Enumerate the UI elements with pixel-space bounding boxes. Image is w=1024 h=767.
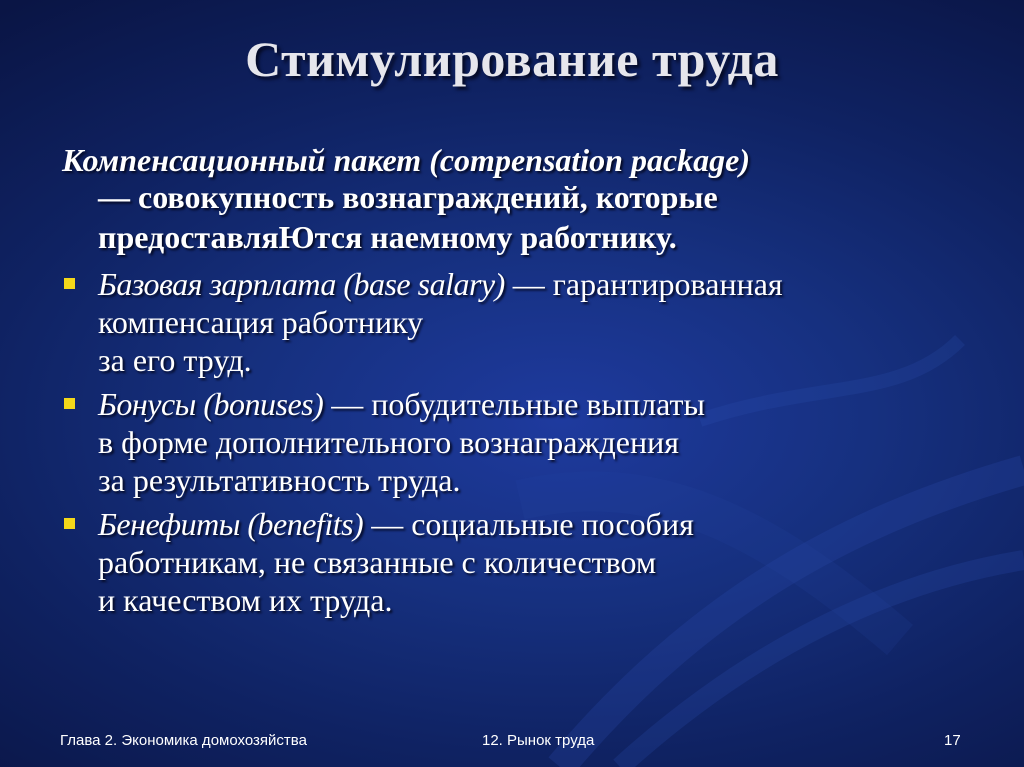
bullet-line: за его труд.	[98, 342, 252, 378]
bullet-benefits	[62, 505, 962, 619]
intro-term: Компенсационный пакет (compensation package)	[62, 142, 751, 178]
slide-content	[62, 140, 962, 625]
footer-section: 12. Рынок труда	[482, 732, 595, 749]
square-bullet-icon	[64, 398, 75, 409]
bullet-term: Базовая зарплата (base salary)	[98, 266, 505, 302]
bullet-first-text: — гарантированная	[504, 266, 783, 302]
bullet-line: в форме дополнительного вознаграждения	[98, 424, 679, 460]
bullet-bonuses	[62, 385, 962, 499]
bullet-first-text: — социальные пособия	[363, 506, 694, 542]
intro-line-2: предоставляЮтся наемному работнику.	[98, 219, 677, 255]
bullet-first-line	[98, 505, 962, 543]
bullet-line: за результативность труда.	[98, 462, 461, 498]
bullet-line: и качеством их труда.	[98, 582, 393, 618]
square-bullet-icon	[64, 518, 75, 529]
bullet-first-line	[98, 265, 962, 303]
slide-title: Стимулирование труда	[245, 31, 779, 87]
bullet-line: работникам, не связанные с количеством	[98, 544, 657, 580]
square-bullet-icon	[64, 278, 75, 289]
bullet-line: компенсация работнику	[98, 304, 424, 340]
bullet-term: Бонусы (bonuses)	[98, 386, 324, 422]
bullet-first-line	[98, 385, 962, 423]
bullet-list	[62, 265, 962, 619]
bullet-first-text: — побудительные выплаты	[323, 386, 705, 422]
intro-rest	[62, 177, 962, 257]
bullet-term: Бенефиты (benefits)	[98, 506, 364, 542]
footer-chapter: Глава 2. Экономика домохозяйства	[60, 732, 307, 749]
bullet-base-salary	[62, 265, 962, 379]
intro-line-1: — совокупность вознаграждений, которые	[98, 179, 718, 215]
intro-definition	[62, 140, 962, 257]
footer-page-number: 17	[944, 732, 961, 749]
